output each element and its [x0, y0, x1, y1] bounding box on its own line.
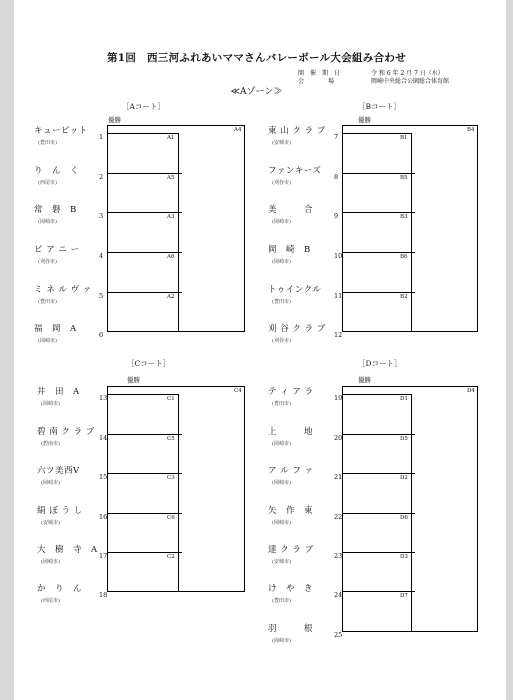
team-name: 六ツ美西V: [37, 466, 80, 476]
team-line: [342, 133, 411, 134]
team-number: 8: [334, 173, 339, 181]
page-edge-right: [506, 0, 513, 700]
match-bracket-line: [178, 133, 179, 174]
team-name: 井 田 A: [37, 387, 80, 397]
team-number: 6: [99, 331, 104, 339]
match-label: A6: [167, 254, 175, 260]
team-number: 15: [99, 473, 108, 481]
team-line: [342, 173, 411, 174]
team-city: (岡崎市): [41, 401, 60, 407]
team-city: (安城市): [272, 559, 291, 565]
final-match-label: B4: [467, 127, 475, 133]
team-city: (岡崎市): [272, 259, 291, 265]
team-name: 大 樹 寺 A: [37, 545, 98, 555]
match-label: B5: [400, 175, 408, 181]
team-number: 14: [99, 434, 108, 442]
match-bracket-line: [411, 133, 412, 174]
team-name: 岡 崎 B: [268, 245, 311, 255]
team-name: ファンキーズ: [268, 166, 322, 176]
team-line: [107, 513, 178, 514]
team-name: ピ ア ニ ー: [34, 245, 80, 255]
team-line: [107, 173, 178, 174]
team-line: [342, 252, 411, 253]
match-label: B2: [400, 294, 408, 300]
team-number: 18: [99, 591, 108, 599]
match-label: A1: [167, 135, 175, 141]
court-left-line: [342, 386, 343, 631]
date-value: 令 和 6 年 2 月 7 日（水）: [371, 70, 444, 77]
team-name: 碧 南 ク ラ ブ: [37, 427, 95, 437]
team-name: キューピット: [34, 126, 88, 136]
team-name: 上 地: [268, 427, 314, 437]
team-city: (豊田市): [38, 299, 57, 305]
team-line: [107, 133, 178, 134]
team-name: 東 山 ク ラ ブ: [268, 126, 326, 136]
team-name: 福 岡 A: [34, 324, 77, 334]
team-name: 美 合: [268, 205, 314, 215]
team-name: 絹 ぼ う し: [37, 506, 83, 516]
match-label: A3: [167, 214, 175, 220]
match-label: C6: [167, 515, 175, 521]
team-line: [342, 434, 411, 435]
team-city: (岡崎市): [38, 219, 57, 225]
champion-label: 優勝: [358, 376, 371, 384]
team-city: (安城市): [41, 520, 60, 526]
team-city: (西尾市): [41, 598, 60, 604]
team-number: 25: [334, 631, 343, 639]
match-label: D2: [400, 475, 408, 481]
court-label: ［Cコート］: [127, 359, 171, 368]
court-left-line: [107, 386, 108, 591]
team-city: (岡崎市): [38, 338, 57, 344]
champion-line: [107, 386, 244, 387]
team-line: [107, 552, 178, 553]
match-bracket-line: [178, 513, 179, 553]
champion-label: 優勝: [358, 116, 371, 124]
match-bracket-line: [411, 394, 412, 435]
team-line: [342, 473, 411, 474]
team-city: (岡崎市): [272, 520, 291, 526]
team-name: 刈 谷 ク ラ ブ: [268, 324, 326, 334]
court-left-line: [342, 125, 343, 331]
team-name: か り ん: [37, 584, 83, 594]
match-label: B3: [400, 214, 408, 220]
match-bracket-line: [411, 292, 412, 332]
team-number: 2: [99, 173, 104, 181]
team-name: テ ィ ア ラ: [268, 387, 314, 397]
match-bracket-line: [411, 591, 412, 632]
match-label: C3: [167, 475, 175, 481]
final-bottom-line: [178, 591, 245, 592]
match-label: D3: [400, 554, 408, 560]
match-label: B1: [400, 135, 408, 141]
match-bracket-line: [178, 473, 179, 514]
match-bracket-line: [178, 434, 179, 474]
match-label: B6: [400, 254, 408, 260]
team-number: 1: [99, 133, 104, 141]
match-label: D5: [400, 436, 408, 442]
team-line: [342, 394, 411, 395]
final-match-label: D4: [467, 388, 475, 394]
match-label: C5: [167, 436, 175, 442]
team-number: 17: [99, 552, 108, 560]
court-left-line: [107, 125, 108, 331]
team-name: け や き: [268, 584, 314, 594]
team-city: (刈谷市): [272, 338, 291, 344]
team-name: 羽 根: [268, 624, 314, 634]
venue-label: 会 場: [298, 78, 335, 85]
team-line: [107, 394, 178, 395]
team-line: [342, 591, 411, 592]
team-line: [342, 331, 411, 332]
court-label: ［Aコート］: [122, 102, 165, 111]
team-line: [342, 631, 411, 632]
team-city: (豊田市): [272, 299, 291, 305]
team-city: (西尾市): [38, 180, 57, 186]
final-match-label: C4: [234, 388, 242, 394]
team-line: [107, 591, 178, 592]
match-bracket-line: [411, 513, 412, 553]
champion-label: 優勝: [127, 376, 140, 384]
page-edge-left: [0, 0, 14, 700]
final-bottom-line: [178, 331, 245, 332]
match-bracket-line: [178, 552, 179, 592]
match-bracket-line: [178, 292, 179, 332]
team-number: 21: [334, 473, 343, 481]
final-right-line: [477, 386, 478, 632]
match-bracket-line: [178, 394, 179, 435]
team-city: (碧南市): [41, 441, 60, 447]
team-line: [107, 252, 178, 253]
court-label: ［Dコート］: [358, 359, 402, 368]
match-bracket-line: [178, 252, 179, 293]
team-city: (岡崎市): [272, 219, 291, 225]
team-number: 16: [99, 513, 108, 521]
team-line: [107, 331, 178, 332]
team-name: 達 ク ラ ブ: [268, 545, 314, 555]
team-line: [107, 292, 178, 293]
match-bracket-line: [178, 173, 179, 213]
team-name: 矢 作 東: [268, 506, 314, 516]
team-name: ミ ネ ル ヴ ァ: [34, 285, 92, 295]
champion-line: [342, 125, 477, 126]
team-name: り ん く: [34, 166, 80, 176]
team-city: (岡崎市): [272, 638, 291, 644]
team-number: 3: [99, 212, 104, 220]
team-city: (豊田市): [38, 140, 57, 146]
team-city: (岡崎市): [272, 480, 291, 486]
team-number: 4: [99, 252, 104, 260]
final-right-line: [244, 386, 245, 592]
match-bracket-line: [411, 552, 412, 592]
team-line: [342, 513, 411, 514]
match-bracket-line: [411, 173, 412, 213]
team-number: 10: [334, 252, 343, 260]
date-label: 開 催 期 日: [298, 70, 341, 77]
team-line: [107, 212, 178, 213]
team-number: 20: [334, 434, 343, 442]
match-label: A2: [167, 294, 175, 300]
team-number: 24: [334, 591, 343, 599]
match-bracket-line: [411, 473, 412, 514]
team-number: 5: [99, 292, 104, 300]
team-number: 23: [334, 552, 343, 560]
team-city: (岡崎市): [272, 441, 291, 447]
team-city: (豊田市): [272, 598, 291, 604]
team-line: [342, 552, 411, 553]
champion-line: [342, 386, 477, 387]
team-city: (安城市): [272, 140, 291, 146]
team-number: 9: [334, 212, 339, 220]
team-number: 19: [334, 394, 343, 402]
zone-title: ≪Aゾーン≫: [230, 87, 283, 97]
champion-line: [107, 125, 244, 126]
team-line: [342, 212, 411, 213]
team-number: 12: [334, 331, 343, 339]
match-bracket-line: [411, 434, 412, 474]
match-label: C2: [167, 554, 175, 560]
final-match-label: A4: [234, 127, 242, 133]
match-bracket-line: [178, 212, 179, 253]
match-label: D6: [400, 515, 408, 521]
final-right-line: [244, 125, 245, 332]
champion-label: 優勝: [108, 116, 121, 124]
team-name: ア ル フ ァ: [268, 466, 314, 476]
team-line: [342, 292, 411, 293]
final-right-line: [477, 125, 478, 332]
match-bracket-line: [411, 252, 412, 293]
venue-value: 岡崎中央総合公園総合体育館: [371, 78, 450, 85]
final-bottom-line: [411, 331, 478, 332]
team-name: トゥインクル: [268, 285, 322, 295]
team-city: (刈谷市): [38, 259, 57, 265]
team-line: [107, 434, 178, 435]
team-number: 11: [334, 292, 343, 300]
team-name: 常 磐 B: [34, 205, 77, 215]
team-city: (岡崎市): [41, 559, 60, 565]
team-city: (豊田市): [272, 401, 291, 407]
court-label: ［Bコート］: [358, 102, 402, 111]
team-city: (岡崎市): [41, 480, 60, 486]
team-number: 22: [334, 513, 343, 521]
page-title: 第1回 西三河ふれあいママさんバレーボール大会組み合わせ: [107, 52, 406, 64]
match-label: D1: [400, 396, 408, 402]
match-label: C1: [167, 396, 175, 402]
match-label: A5: [167, 175, 175, 181]
match-label: D7: [400, 593, 408, 599]
team-city: (刈谷市): [272, 180, 291, 186]
team-number: 13: [99, 394, 108, 402]
team-line: [107, 473, 178, 474]
match-bracket-line: [411, 212, 412, 253]
final-bottom-line: [411, 631, 478, 632]
team-number: 7: [334, 133, 339, 141]
